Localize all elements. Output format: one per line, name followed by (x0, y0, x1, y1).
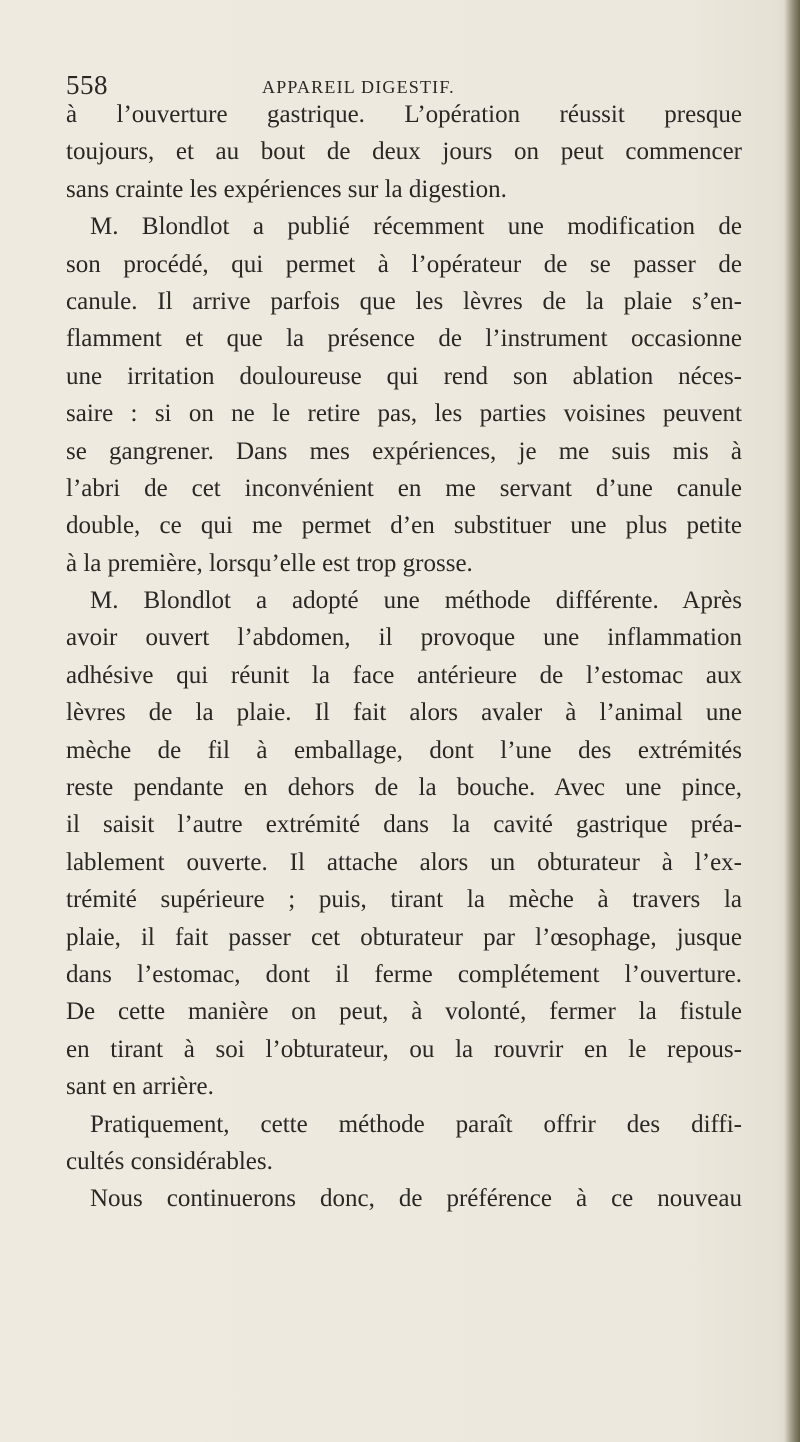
body-text (66, 96, 742, 1218)
page-number: 558 (66, 70, 108, 100)
text-line: à l’ouverture gastrique. L’opération réussit presque (66, 101, 742, 128)
text-line: M. Blondlot a adopté une méthode différente. Après (90, 587, 742, 615)
running-head: APPAREIL DIGESTIF. (262, 77, 455, 97)
text-line: De cette manière on peut, à volonté, fermer la fistule (66, 998, 742, 1026)
text-line: reste pendante en dehors de la bouche. Avec une pince, (66, 774, 742, 802)
text-line: sant en arrière. (66, 1073, 214, 1101)
text-line: adhésive qui réunit la face antérieure de l’estomac aux (66, 661, 742, 689)
text-line: Nous continuerons donc, de préférence à ce nouveau (90, 1185, 742, 1213)
text-line: toujours, et au bout de deux jours on peut commencer (66, 138, 742, 166)
text-line: se gangrener. Dans mes expériences, je me suis mis à (66, 437, 742, 465)
text-line: avoir ouvert l’abdomen, il provoque une inflammation (66, 624, 742, 652)
text-line: lablement ouverte. Il attache alors un obturateur à l’ex- (66, 848, 742, 876)
text-line: son procédé, qui permet à l’opérateur de se passer de (66, 250, 742, 278)
text-line: il saisit l’autre extrémité dans la cavité gastrique préa- (66, 811, 742, 839)
text-line: Pratiquement, cette méthode paraît offrir des diffi- (90, 1110, 742, 1138)
text-line: en tirant à soi l’obturateur, ou la rouvrir en le repous- (66, 1035, 742, 1063)
text-line: mèche de fil à emballage, dont l’une des extrémités (66, 736, 742, 764)
text-line: une irritation douloureuse qui rend son ablation néces- (66, 362, 742, 390)
page-edge-shadow (784, 0, 800, 1442)
text-line: flamment et que la présence de l’instrument occasionne (66, 325, 742, 353)
text-line: lèvres de la plaie. Il fait alors avaler à l’animal une (66, 699, 742, 727)
text-line: dans l’estomac, dont il ferme complétement l’ouverture. (66, 960, 742, 988)
text-line: sans crainte les expériences sur la digestion. (66, 175, 507, 203)
text-line: saire : si on ne le retire pas, les parties voisines peuvent (66, 400, 742, 428)
text-line: double, ce qui me permet d’en substituer une plus petite (66, 512, 742, 540)
text-line: trémité supérieure ; puis, tirant la mèche à travers la (66, 886, 742, 914)
text-line: à la première, lorsqu’elle est trop grosse. (66, 549, 473, 577)
text-line: l’abri de cet inconvénient en me servant d’une canule (66, 474, 742, 502)
text-line: cultés considérables. (66, 1147, 273, 1175)
text-line: canule. Il arrive parfois que les lèvres de la plaie s’en- (66, 287, 742, 315)
text-line: M. Blondlot a publié récemment une modification de (90, 213, 742, 241)
text-line: plaie, il fait passer cet obturateur par l’œsophage, jusque (66, 923, 742, 951)
